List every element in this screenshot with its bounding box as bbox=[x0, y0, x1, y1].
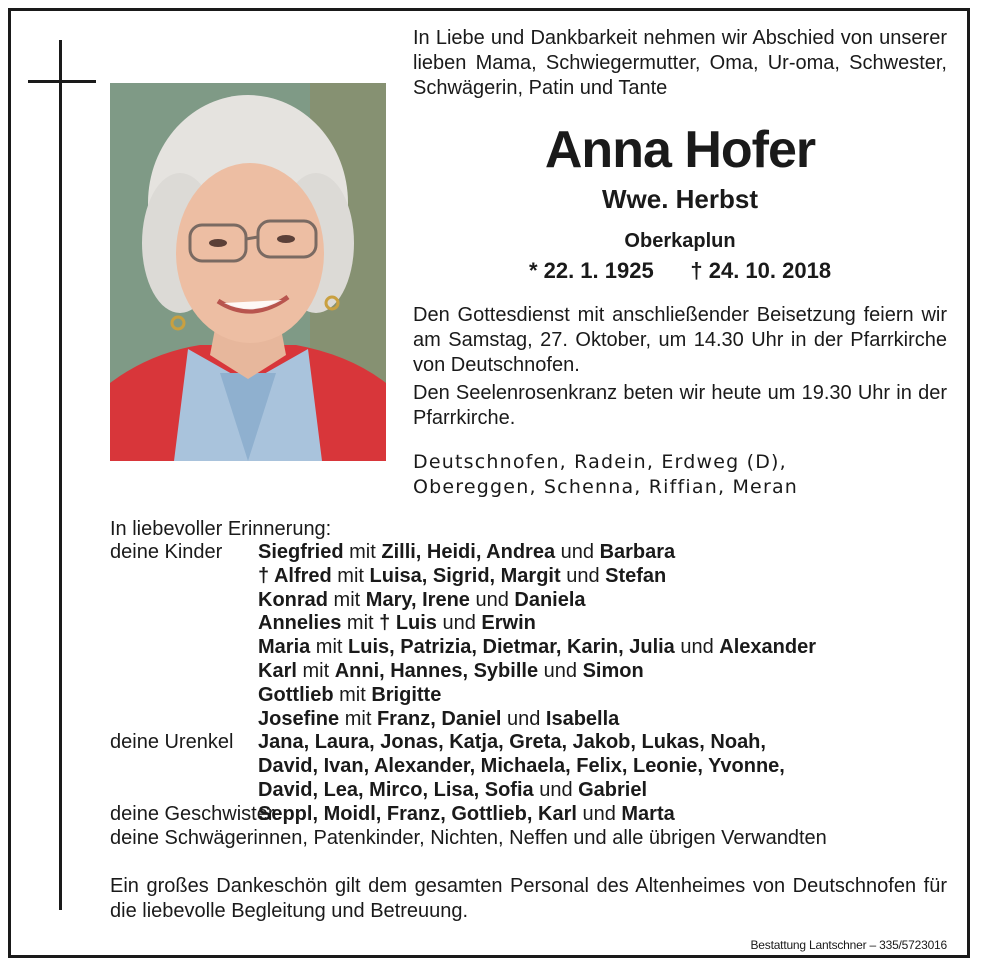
person-names: Maria bbox=[258, 636, 311, 659]
person-names: Stefan bbox=[605, 564, 667, 587]
person-names: Luis, Patrizia, Dietmar, Karin, Julia bbox=[348, 636, 675, 659]
person-names: Barbara bbox=[599, 541, 676, 563]
person-names: Annelies bbox=[258, 612, 342, 635]
person-names: Marta bbox=[621, 802, 675, 825]
mourner-row bbox=[110, 731, 970, 755]
mourner-row bbox=[110, 827, 970, 851]
person-names: Brigitte bbox=[371, 683, 442, 706]
funeral-service-text: Den Gottesdienst mit anschließender Beisetzung feiern wir am Samstag, 27. Oktober, um 14.30 Uhr in der Pfarrkirche von Deutschnofen. bbox=[413, 304, 947, 376]
connector-word: mit bbox=[343, 541, 382, 563]
person-names: Jana, Laura, Jonas, Katja, Greta, Jakob, Lukas, Noah, bbox=[258, 731, 766, 754]
relation-names bbox=[258, 779, 647, 803]
deceased-widow-name: Wwe. Herbst bbox=[601, 184, 759, 214]
connector-word: und bbox=[436, 612, 482, 635]
person-names: Konrad bbox=[258, 588, 328, 611]
relation-names bbox=[258, 541, 675, 565]
undertaker-info: Bestattung Lantschner – 335/5723016 bbox=[750, 938, 947, 952]
portrait-photo bbox=[110, 83, 386, 461]
person-names: David, Lea, Mirco, Lisa, Sofia bbox=[258, 778, 534, 801]
person-names: David, Ivan, Alexander, Michaela, Felix, Leonie, Yvonne, bbox=[258, 755, 785, 778]
person-names: † Luis bbox=[379, 612, 437, 635]
mourner-row bbox=[110, 708, 970, 732]
portrait-illustration bbox=[110, 83, 386, 461]
person-names: Luisa, Sigrid, Margit bbox=[369, 564, 561, 587]
person-names: Erwin bbox=[481, 612, 536, 635]
person-names: Franz, Daniel bbox=[376, 707, 502, 730]
mourner-row bbox=[110, 636, 970, 660]
connector-word: und bbox=[576, 802, 622, 825]
rosary-text: Den Seelenrosenkranz beten wir heute um 19.30 Uhr in der Pfarrkirche. bbox=[413, 382, 947, 429]
relation-names bbox=[258, 684, 441, 708]
deceased-origin: Oberkaplun bbox=[624, 230, 736, 252]
relation-names bbox=[258, 660, 644, 684]
intro-text: In Liebe und Dankbarkeit nehmen wir Abschied von unserer lieben Mama, Schwiegermutter, Oma, Ur-oma, Schwester, Schwägerin, Patin und Tante bbox=[413, 27, 947, 99]
connector-word: und bbox=[560, 564, 606, 587]
relation-label: deine Kinder bbox=[110, 541, 223, 563]
mourner-row bbox=[110, 541, 970, 565]
person-names: Gottlieb bbox=[258, 683, 334, 706]
connector-word: mit bbox=[333, 683, 372, 706]
person-names: Mary, Irene bbox=[365, 588, 470, 611]
relation-names bbox=[258, 755, 785, 779]
service-info bbox=[413, 303, 947, 434]
person-names: Gabriel bbox=[578, 778, 648, 801]
connector-word: und bbox=[555, 541, 600, 563]
relation-names bbox=[258, 731, 766, 755]
life-dates: * 22. 1. 1925 † 24. 10. 2018 bbox=[528, 258, 832, 283]
relation-names bbox=[258, 565, 666, 589]
closing-thanks: Ein großes Dankeschön gilt dem gesamten Personal des Altenheimes von Deutschnofen für die liebevolle Begleitung und Betreuung. bbox=[110, 875, 947, 922]
connector-word: und bbox=[533, 778, 579, 801]
mourner-row bbox=[110, 589, 970, 613]
deceased-name: Anna Hofer bbox=[544, 121, 816, 179]
mourner-row bbox=[110, 660, 970, 684]
connector-word: und bbox=[469, 588, 515, 611]
person-names: † Alfred bbox=[258, 564, 332, 587]
connector-word: mit bbox=[331, 564, 370, 587]
relation-names bbox=[258, 589, 586, 613]
person-names: Isabella bbox=[545, 707, 620, 730]
connector-word: mit bbox=[296, 659, 335, 682]
person-names: Josefine bbox=[258, 707, 340, 730]
relation-label: deine Urenkel bbox=[110, 731, 234, 754]
connector-word: mit bbox=[341, 612, 380, 635]
relation-names bbox=[258, 803, 675, 827]
connector-word: und bbox=[501, 707, 546, 730]
connector-word: mit bbox=[339, 707, 377, 730]
relation-names bbox=[258, 708, 619, 732]
person-names: Siegfried bbox=[258, 541, 344, 563]
memory-heading: In liebevoller Erinnerung: bbox=[110, 518, 332, 540]
connector-word: mit bbox=[310, 636, 349, 659]
locations bbox=[413, 450, 947, 500]
mourner-row bbox=[110, 684, 970, 708]
relation-names bbox=[258, 612, 536, 636]
person-names: Seppl, Moidl, Franz, Gottlieb, Karl bbox=[258, 802, 577, 825]
relation-label: deine Schwägerinnen, Patenkinder, Nichten, Neffen und alle übrigen Verwandten bbox=[110, 826, 827, 849]
mourner-row bbox=[110, 755, 970, 779]
relation-names bbox=[258, 636, 816, 660]
relation-label: deine Geschwister bbox=[110, 802, 275, 825]
connector-word: mit bbox=[328, 588, 366, 611]
mourners-list bbox=[110, 541, 970, 850]
cross-icon bbox=[59, 40, 62, 910]
person-names: Daniela bbox=[514, 588, 586, 611]
person-names: Alexander bbox=[719, 636, 817, 659]
mourner-row bbox=[110, 565, 970, 589]
person-names: Karl bbox=[258, 659, 297, 682]
locations-line: Obereggen, Schenna, Riffian, Meran bbox=[413, 476, 799, 498]
connector-word: und bbox=[538, 659, 583, 682]
person-names: Zilli, Heidi, Andrea bbox=[381, 541, 556, 563]
mourner-row bbox=[110, 803, 970, 827]
connector-word: und bbox=[674, 636, 720, 659]
person-names: Simon bbox=[582, 659, 644, 682]
cross-icon-bar bbox=[28, 80, 96, 83]
person-names: Anni, Hannes, Sybille bbox=[334, 659, 539, 682]
mourner-row bbox=[110, 612, 970, 636]
locations-line: Deutschnofen, Radein, Erdweg (D), bbox=[413, 451, 787, 473]
mourner-row bbox=[110, 779, 970, 803]
